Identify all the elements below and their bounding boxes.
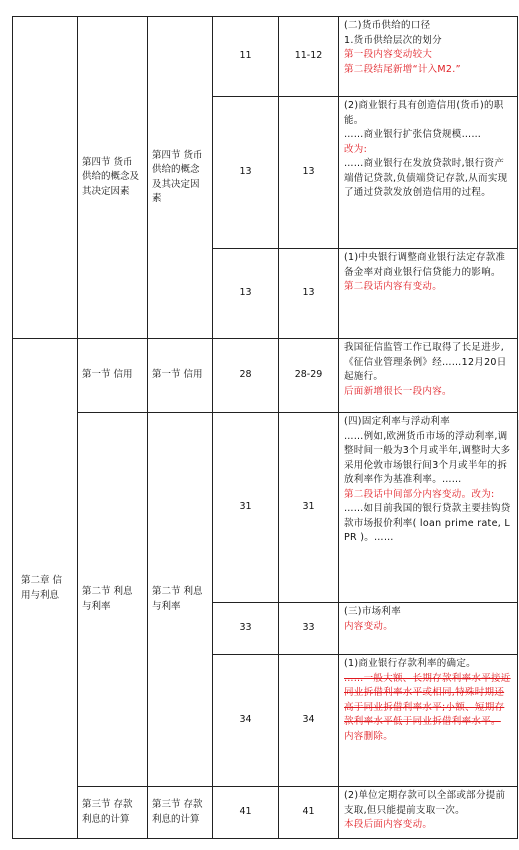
description-line: (2)商业银行具有创造信用(货币)的职能。 xyxy=(344,100,504,126)
page-new-cell: 33 xyxy=(279,603,339,655)
page-new-cell: 13 xyxy=(279,97,339,249)
description-line: ……例如,欧洲货币市场的浮动利率,调整时间一般为3个月或半年,调整时大多采用伦敦市场银行间3个月或半年的拆放利率作为基准利率。…… xyxy=(344,430,511,485)
revision-table xyxy=(12,16,518,839)
section-old-cell: 第三节 存款利息的计算 xyxy=(78,787,148,839)
page-old-cell: 31 xyxy=(213,413,279,603)
page-new-cell: 41 xyxy=(279,787,339,839)
section-old-cell: 第一节 信用 xyxy=(78,339,148,413)
section-old-cell: 第四节 货币供给的概念及其决定因素 xyxy=(78,17,148,339)
change-description-cell xyxy=(339,17,518,97)
change-note: 后面新增很长一段内容。 xyxy=(344,385,452,397)
change-note: 内容变动。 xyxy=(344,620,394,632)
change-description-cell xyxy=(339,655,518,787)
description-line: (四)固定利率与浮动利率 xyxy=(344,416,451,427)
section-new-cell: 第三节 存款利息的计算 xyxy=(148,787,213,839)
change-description-cell xyxy=(339,603,518,655)
page-old-cell: 34 xyxy=(213,655,279,787)
description-line: (三)市场利率 xyxy=(344,606,402,617)
page-new-cell: 34 xyxy=(279,655,339,787)
change-note: 第二段结尾新增“计入M2.” xyxy=(344,63,461,75)
page-old-cell: 13 xyxy=(213,249,279,339)
description-line: ……如目前我国的银行贷款主要挂钩贷款市场报价利率( loan prime rate, LPR )。…… xyxy=(344,503,511,543)
page-old-cell: 13 xyxy=(213,97,279,249)
page-new-cell: 28-29 xyxy=(279,339,339,413)
change-description-cell xyxy=(339,97,518,249)
change-note: 第二段话中间部分内容变动。改为: xyxy=(344,488,495,500)
section-old-cell: 第二节 利息与利率 xyxy=(78,413,148,787)
page-new-cell: 11-12 xyxy=(279,17,339,97)
table-row xyxy=(13,17,518,97)
change-note: 改为: xyxy=(344,143,368,155)
section-new-cell: 第二节 利息与利率 xyxy=(148,413,213,787)
description-line: ……商业银行在发放贷款时,银行资产端借记贷款,负债端贷记存款,从而实现了通过贷款发放创造信用的过程。 xyxy=(344,158,508,198)
page-old-cell: 28 xyxy=(213,339,279,413)
change-note: 第一段内容变动较大 xyxy=(344,49,433,60)
chapter-cell xyxy=(13,17,78,339)
change-description-cell xyxy=(339,787,518,839)
description-line: (1)中央银行调整商业银行法定存款准备金率对商业银行信贷能力的影响。 xyxy=(344,252,506,278)
table-row xyxy=(13,339,518,413)
description-line: 1.货币供给层次的划分 xyxy=(344,34,442,46)
change-note: 内容删除。 xyxy=(344,730,394,742)
section-new-cell: 第一节 信用 xyxy=(148,339,213,413)
page-new-cell: 13 xyxy=(279,249,339,339)
page-old-cell: 11 xyxy=(213,17,279,97)
table-row xyxy=(13,413,518,603)
description-line: (2)单位定期存款可以全部或部分提前支取,但只能提前支取一次。 xyxy=(344,790,506,816)
description-line: (1)商业银行存款利率的确定。 xyxy=(344,658,476,669)
description-line: 我国征信监管工作已取得了长足进步,《征信业管理条例》经……12月20日起施行。 xyxy=(344,342,507,382)
page-old-cell: 41 xyxy=(213,787,279,839)
revision-table-body xyxy=(13,17,518,839)
change-description-cell xyxy=(339,249,518,339)
description-line: (二)货币供给的口径 xyxy=(344,20,431,31)
change-note: 第二段话内容有变动。 xyxy=(344,281,443,292)
change-note: 本段后面内容变动。 xyxy=(344,819,433,830)
table-row xyxy=(13,787,518,839)
change-description-cell xyxy=(339,413,518,603)
description-line: ……商业银行扩张信贷规模…… xyxy=(344,129,482,140)
section-new-cell: 第四节 货币供给的概念及其决定因素 xyxy=(148,17,213,339)
deleted-text: ……一般大额、长期存款利率水平接近同业拆借利率水平或相同,特殊时期还高于同业拆借利率水平;小额、短期存款利率水平低于同业拆借利率水平。 xyxy=(344,672,511,727)
page-old-cell: 33 xyxy=(213,603,279,655)
chapter-cell: 第二章 信用与利息 xyxy=(13,339,78,839)
page-new-cell: 31 xyxy=(279,413,339,603)
change-description-cell xyxy=(339,339,518,413)
